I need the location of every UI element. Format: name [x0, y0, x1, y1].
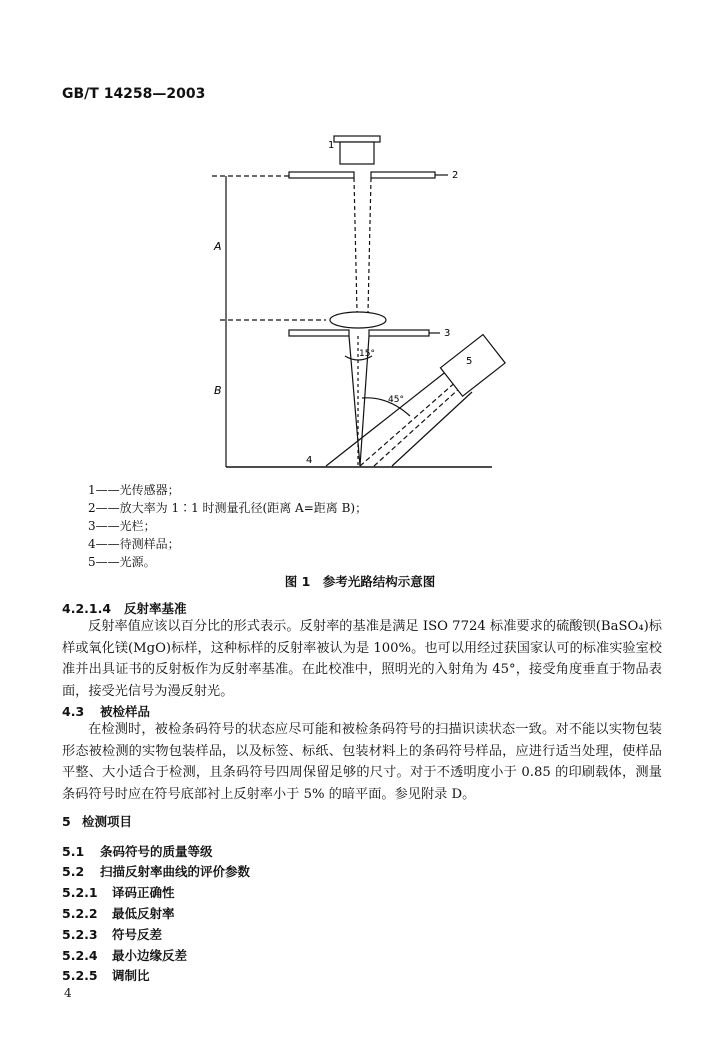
stop-plate-left	[289, 330, 349, 336]
subsection-5-2-5: 5.2.5 调制比	[62, 968, 150, 983]
legend-item: 4——待测样品；	[88, 537, 180, 551]
angle-15-label: 15°	[359, 349, 375, 359]
beam-dashed-right	[368, 178, 371, 312]
source-beam-upper	[392, 392, 472, 466]
legend-item: 3——光栏；	[88, 519, 156, 533]
figure-legend	[88, 481, 367, 571]
angle-45-label: 45°	[388, 395, 404, 405]
label-5: 5	[466, 356, 473, 367]
dim-a-label: A	[214, 240, 222, 253]
subsection-5-2: 5.2 扫描反射率曲线的评价参数	[62, 864, 251, 879]
page-number: 4	[64, 986, 72, 1000]
section-heading-4-3: 4.3 被检样品	[62, 704, 151, 719]
label-1: 1	[328, 140, 335, 151]
light-sensor-body	[340, 142, 374, 164]
beam-dashed-left	[354, 178, 357, 312]
source-beam-lower	[326, 370, 448, 466]
light-source	[440, 335, 505, 397]
aperture-plate-left	[289, 172, 354, 178]
subsection-5-2-4: 5.2.4 最小边缘反差	[62, 948, 188, 963]
standard-code: GB/T 14258—2003	[62, 86, 206, 102]
paragraph-test-samples: 在检测时，被检条码符号的状态应尽可能和被检条码符号的扫描识读状态一致。对不能以实物包装形态被检测的实物包装样品，以及标签、标纸、包装材料上的条码符号样品，应进行适当处理，使样品平整、大小适合于检测，且条码符号四周保留足够的尺寸。对于不透明度小于 0.85 的印刷载体，测量条码符号时应在符号底部衬上反射率小于 5% 的暗平面。参见附录 D。	[62, 722, 662, 802]
aperture-plate-right	[371, 172, 435, 178]
subsection-5-2-2: 5.2.2 最低反射率	[62, 906, 175, 921]
label-2: 2	[452, 170, 459, 181]
section-heading-4-2-1-4: 4.2.1.4 反射率基准	[62, 601, 187, 616]
subsection-5-2-3: 5.2.3 符号反差	[62, 927, 163, 942]
subsection-5-2-1: 5.2.1 译码正确性	[62, 885, 175, 900]
source-beam-axis	[360, 380, 458, 466]
optical-path-diagram	[0, 0, 720, 480]
legend-item: 1——光传感器；	[88, 483, 180, 497]
lens	[330, 312, 386, 328]
figure-caption: 图 1 参考光路结构示意图	[284, 574, 436, 589]
light-sensor	[334, 136, 380, 142]
legend-item: 2——放大率为 1∶1 时测量孔径(距离 A=距离 B)；	[88, 501, 368, 515]
section-heading-5: 5 检测项目	[62, 814, 133, 829]
dim-b-label: B	[214, 384, 222, 397]
legend-item: 5——光源。	[88, 555, 156, 569]
label-3: 3	[444, 328, 451, 339]
paragraph-reflectance-reference: 反射率值应该以百分比的形式表示。反射率的基准是满足 ISO 7724 标准要求的硫酸钡(BaSO₄)标样或氧化镁(MgO)标样，这种标样的反射率被认为是 100%。也可以用经过获国家认可的标准实验室校准并出具证书的反射板作为反射率基准。在此校准中，照明光的入射角为 45°，接受角度垂直于物品表面，接受光信号为漫反射光。	[62, 619, 662, 699]
label-4: 4	[306, 455, 313, 466]
subsection-5-1: 5.1 条码符号的质量等级	[62, 844, 213, 859]
stop-plate-right	[369, 330, 429, 336]
